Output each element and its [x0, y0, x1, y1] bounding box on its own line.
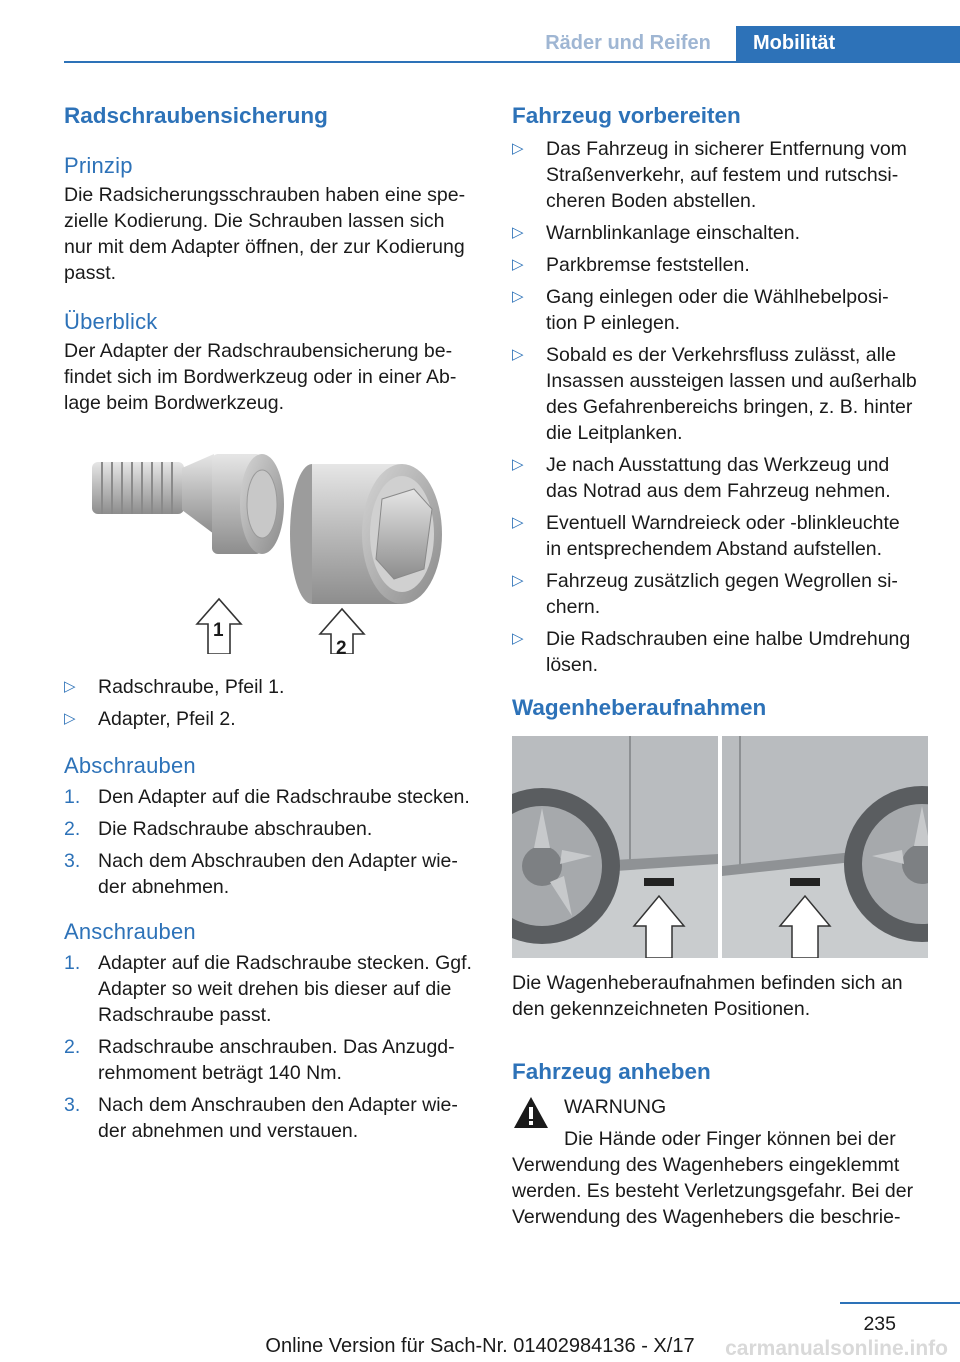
triangle-bullet-icon: ▷ — [512, 572, 524, 589]
list-item: 1. Adapter auf die Radschraube stecken. Ggf. Adapter so weit drehen bis dieser auf die Radschraube passt. — [64, 952, 472, 1026]
wheel-bolt-adapter-illustration — [64, 454, 479, 654]
list-item: ▷ Radschraube, Pfeil 1. — [64, 676, 285, 698]
watermark: carmanualsonline.info — [725, 1337, 948, 1360]
arrow-1-label: 1 — [213, 620, 224, 641]
right-column — [512, 98, 928, 1230]
triangle-bullet-icon: ▷ — [512, 630, 524, 647]
triangle-bullet-icon: ▷ — [512, 140, 524, 157]
warning-icon — [512, 1094, 550, 1132]
list-item: ▷ Warnblinkanlage einschalten. — [512, 222, 801, 244]
page-number: 235 — [863, 1313, 896, 1335]
chapter-tab[interactable]: Mobilität — [736, 26, 960, 63]
section-title: Radschraubensicherung — [64, 103, 328, 128]
list-item: ▷ Eventuell Warndreieck oder -blinkleuchte in entsprechendem Abstand aufstellen. — [512, 512, 900, 560]
prinzip-heading: Prinzip — [64, 153, 133, 178]
vorbereiten-list — [512, 136, 928, 678]
ueberblick-heading: Überblick — [64, 309, 158, 334]
list-item: 2. Die Radschraube abschrauben. — [64, 818, 373, 840]
list-item: ▷ Adapter, Pfeil 2. — [64, 708, 236, 730]
list-item: 3. Nach dem Anschrauben den Adapter wie‐ der abnehmen und verstauen. — [64, 1094, 458, 1142]
ueberblick-text: Der Adapter der Radschraubensicherung be‐ findet sich im Bordwerkzeug oder in einer Ab‐ lage beim Bordwerkzeug. — [64, 340, 457, 414]
triangle-bullet-icon: ▷ — [512, 456, 524, 473]
triangle-bullet-icon: ▷ — [64, 678, 76, 695]
left-column — [64, 98, 479, 1150]
footer-rule — [840, 1302, 960, 1304]
list-item: 2. Radschraube anschrauben. Das Anzugd‐ rehmoment beträgt 140 Nm. — [64, 1036, 455, 1084]
triangle-bullet-icon: ▷ — [64, 710, 76, 727]
triangle-bullet-icon: ▷ — [512, 288, 524, 305]
list-item: ▷ Das Fahrzeug in sicherer Entfernung vom Straßenverkehr, auf festem und rutschsi‐ cheren Boden abstellen. — [512, 138, 907, 212]
triangle-bullet-icon: ▷ — [512, 346, 524, 363]
prinzip-text: Die Radsicherungsschrauben haben eine spe‐ zielle Kodierung. Die Schrauben lassen sich nur mit dem Adapter öffnen, der zur Kodierung passt. — [64, 184, 466, 284]
warning-label: WARNUNG — [564, 1096, 667, 1118]
list-item: ▷ Sobald es der Verkehrsfluss zulässt, alle Insassen aussteigen lassen und außerhalb des Gefahrenbereichs bringen, z. B. hinter die Leitplanken. — [512, 344, 917, 444]
warning-block — [512, 1094, 928, 1230]
jacking-points-illustration — [512, 736, 928, 958]
triangle-bullet-icon: ▷ — [512, 224, 524, 241]
list-item: ▷ Fahrzeug zusätzlich gegen Wegrollen si‐ chern. — [512, 570, 898, 618]
list-item: ▷ Gang einlegen oder die Wählhebelposi‐ tion P einlegen. — [512, 286, 889, 334]
figure-legend — [64, 674, 479, 732]
anheben-heading: Fahrzeug anheben — [512, 1059, 711, 1084]
list-item: 3. Nach dem Abschrauben den Adapter wie‐ der abnehmen. — [64, 850, 458, 898]
list-item: ▷ Je nach Ausstattung das Werkzeug und das Notrad aus dem Fahrzeug nehmen. — [512, 454, 891, 502]
section-tab[interactable]: Räder und Reifen — [520, 26, 736, 61]
online-version-footer: Online Version für Sach-Nr. 01402984136 - X/17 — [265, 1335, 695, 1357]
list-item: 1. Den Adapter auf die Radschraube stecken. — [64, 786, 470, 808]
jacking-points-photo — [512, 736, 928, 958]
anschrauben-steps — [64, 950, 479, 1144]
anschrauben-heading: Anschrauben — [64, 919, 196, 944]
wagenheber-caption: Die Wagenheberaufnahmen befinden sich an den gekennzeichneten Positionen. — [512, 972, 903, 1020]
arrow-2-label: 2 — [336, 638, 347, 659]
list-item: ▷ Parkbremse feststellen. — [512, 254, 750, 276]
warning-first-line: Die Hände oder Finger können bei der — [564, 1128, 896, 1150]
abschrauben-steps — [64, 784, 479, 900]
abschrauben-heading: Abschrauben — [64, 753, 196, 778]
warning-text: Verwendung des Wagenhebers eingeklemmt werden. Es besteht Verletzungsgefahr. Bei der Verwendung des Wagenhebers die beschrie‐ — [512, 1154, 914, 1228]
wheel-bolt-adapter-figure — [64, 454, 479, 674]
triangle-bullet-icon: ▷ — [512, 514, 524, 531]
wagenheber-heading: Wagenheberaufnahmen — [512, 695, 767, 720]
vorbereiten-heading: Fahrzeug vorbereiten — [512, 103, 741, 128]
triangle-bullet-icon: ▷ — [512, 256, 524, 273]
list-item: ▷ Die Radschrauben eine halbe Umdrehung lösen. — [512, 628, 911, 676]
